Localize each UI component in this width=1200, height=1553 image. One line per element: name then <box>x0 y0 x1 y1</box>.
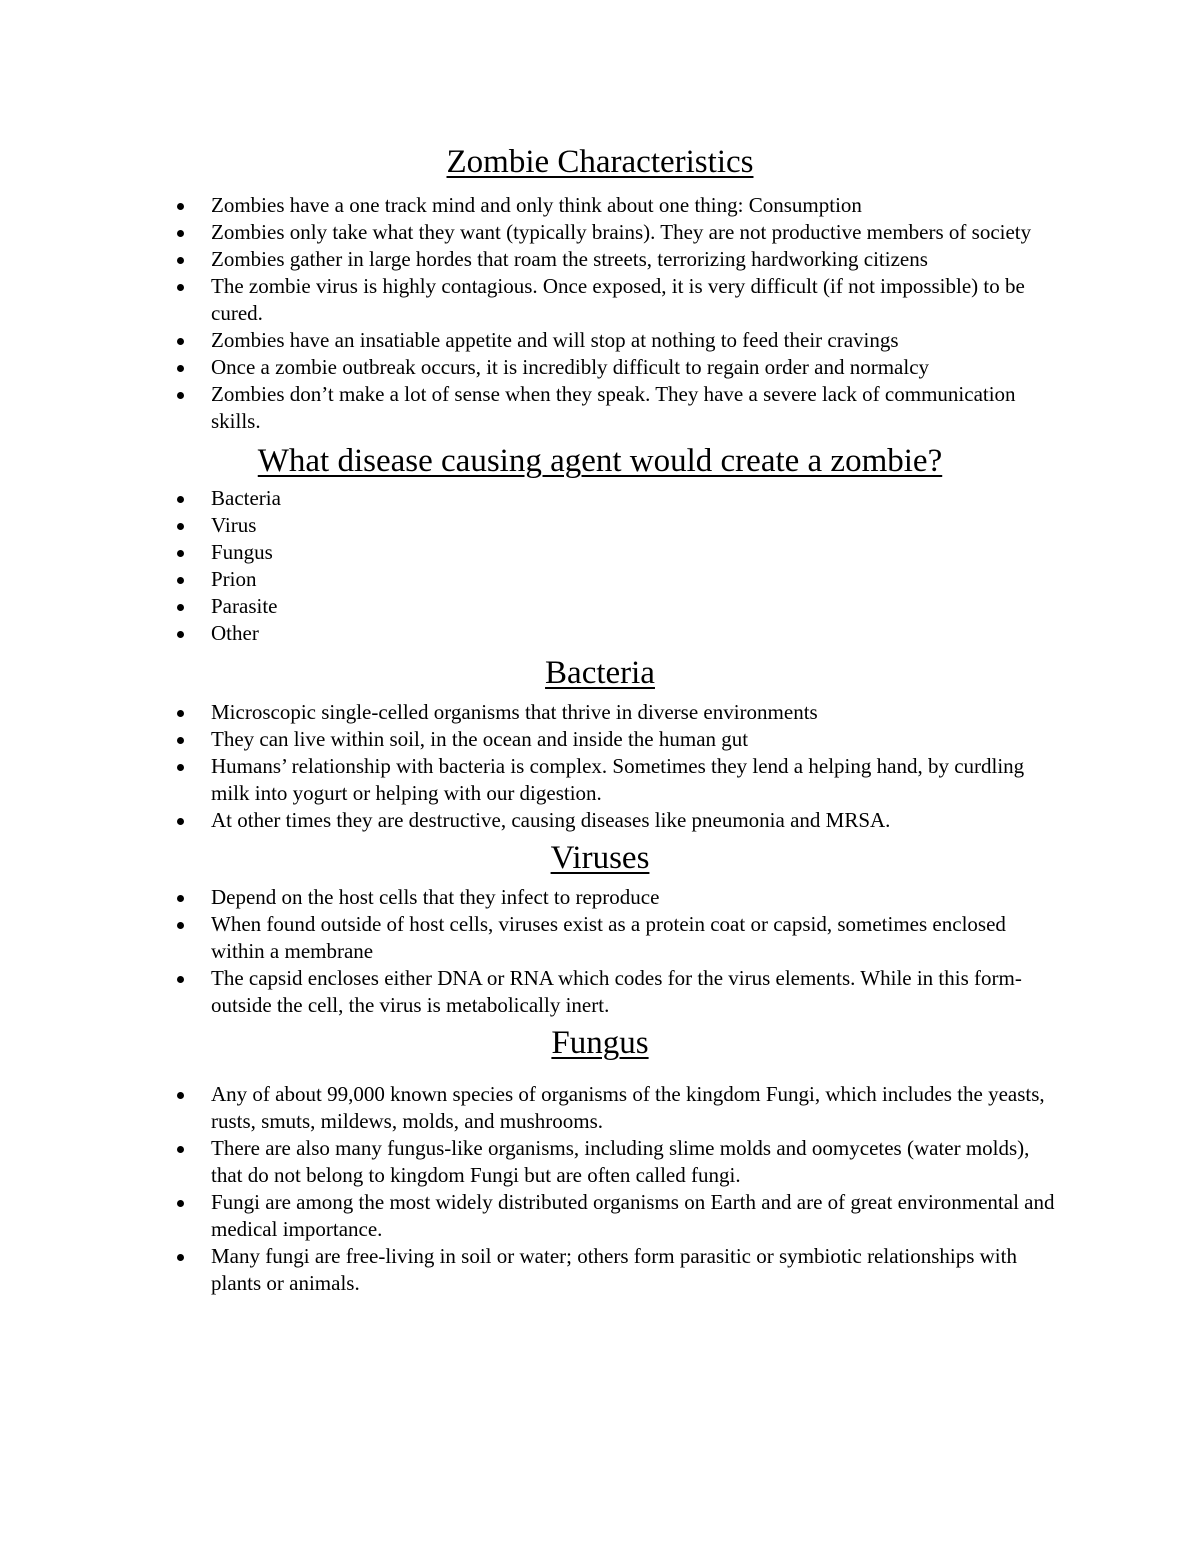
bullet-icon <box>177 496 184 503</box>
list-item-text: Zombies only take what they want (typically brains). They are not productive members of society <box>211 220 1032 244</box>
bullet-icon <box>177 1254 184 1261</box>
bacteria-heading: Bacteria <box>545 655 655 691</box>
bullet-icon <box>177 257 184 264</box>
viruses-list <box>175 884 1060 1019</box>
bullet-icon <box>177 737 184 744</box>
list-item <box>175 566 1060 593</box>
bullet-icon <box>177 764 184 771</box>
list-item <box>175 1081 1060 1135</box>
fungus-list <box>175 1081 1060 1297</box>
list-item <box>175 512 1060 539</box>
bullet-icon <box>177 338 184 345</box>
list-item-text: When found outside of host cells, viruses exist as a protein coat or capsid, sometimes enclosed within a membrane <box>211 912 1006 963</box>
bullet-icon <box>177 392 184 399</box>
list-item-text: Zombies have a one track mind and only think about one thing: Consumption <box>211 193 862 217</box>
list-item <box>175 539 1060 566</box>
list-item <box>175 381 1060 435</box>
bullet-icon <box>177 1092 184 1099</box>
viruses-heading: Viruses <box>550 840 650 876</box>
list-item-text: Fungus <box>211 540 273 564</box>
list-item-text: Other <box>211 621 259 645</box>
list-item <box>175 620 1060 647</box>
list-item-text: The zombie virus is highly contagious. Once exposed, it is very difficult (if not impossible) to be cured. <box>211 274 1025 325</box>
list-item <box>175 273 1060 327</box>
fungus-heading: Fungus <box>551 1025 649 1061</box>
list-item <box>175 192 1060 219</box>
list-item <box>175 327 1060 354</box>
bullet-icon <box>177 284 184 291</box>
bullet-icon <box>177 604 184 611</box>
list-item-text: Parasite <box>211 594 278 618</box>
list-item-text: Virus <box>211 513 257 537</box>
bullet-icon <box>177 550 184 557</box>
bullet-icon <box>177 230 184 237</box>
list-item-text: Zombies have an insatiable appetite and will stop at nothing to feed their cravings <box>211 328 899 352</box>
page-title: Zombie Characteristics <box>446 144 754 180</box>
list-item-text: Zombies don’t make a lot of sense when they speak. They have a severe lack of communication skills. <box>211 382 1016 433</box>
list-item-text: Zombies gather in large hordes that roam the streets, terrorizing hardworking citizens <box>211 247 928 271</box>
list-item-text: Many fungi are free-living in soil or water; others form parasitic or symbiotic relationships with plants or animals. <box>211 1244 1017 1295</box>
bacteria-list <box>175 699 1060 834</box>
bullet-icon <box>177 710 184 717</box>
bullet-icon <box>177 365 184 372</box>
list-item-text: The capsid encloses either DNA or RNA which codes for the virus elements. While in this form-outside the cell, the virus is metabolically inert. <box>211 966 1022 1017</box>
list-item-text: Humans’ relationship with bacteria is complex. Sometimes they lend a helping hand, by curdling milk into yogurt or helping with our digestion. <box>211 754 1025 805</box>
bullet-icon <box>177 818 184 825</box>
agents-list <box>175 485 1060 647</box>
bullet-icon <box>177 1200 184 1207</box>
list-item <box>175 726 1060 753</box>
list-item-text: Once a zombie outbreak occurs, it is incredibly difficult to regain order and normalcy <box>211 355 930 379</box>
list-item <box>175 219 1060 246</box>
bullet-icon <box>177 577 184 584</box>
list-item-text: They can live within soil, in the ocean and inside the human gut <box>211 727 749 751</box>
list-item <box>175 699 1060 726</box>
list-item <box>175 354 1060 381</box>
list-item <box>175 965 1060 1019</box>
list-item <box>175 485 1060 512</box>
list-item <box>175 753 1060 807</box>
list-item <box>175 1243 1060 1297</box>
list-item-text: Microscopic single-celled organisms that thrive in diverse environments <box>211 700 818 724</box>
bullet-icon <box>177 922 184 929</box>
question-heading: What disease causing agent would create a zombie? <box>257 443 943 479</box>
bullet-icon <box>177 631 184 638</box>
list-item-text: Any of about 99,000 known species of organisms of the kingdom Fungi, which includes the yeasts, rusts, smuts, mildews, molds, and mushrooms. <box>211 1082 1045 1133</box>
list-item-text: Prion <box>211 567 257 591</box>
bullet-icon <box>177 523 184 530</box>
list-item <box>175 1189 1060 1243</box>
list-item-text: Bacteria <box>211 486 281 510</box>
list-item <box>175 911 1060 965</box>
bullet-icon <box>177 203 184 210</box>
list-item <box>175 246 1060 273</box>
bullet-icon <box>177 1146 184 1153</box>
list-item-text: At other times they are destructive, causing diseases like pneumonia and MRSA. <box>211 808 891 832</box>
list-item <box>175 807 1060 834</box>
bullet-icon <box>177 976 184 983</box>
list-item-text: Depend on the host cells that they infect to reproduce <box>211 885 660 909</box>
list-item <box>175 884 1060 911</box>
characteristics-list <box>175 192 1060 435</box>
list-item <box>175 593 1060 620</box>
list-item-text: Fungi are among the most widely distributed organisms on Earth and are of great environmental and medical importance. <box>211 1190 1055 1241</box>
list-item <box>175 1135 1060 1189</box>
bullet-icon <box>177 895 184 902</box>
list-item-text: There are also many fungus-like organisms, including slime molds and oomycetes (water molds), that do not belong to kingdom Fungi but are often called fungi. <box>211 1136 1030 1187</box>
